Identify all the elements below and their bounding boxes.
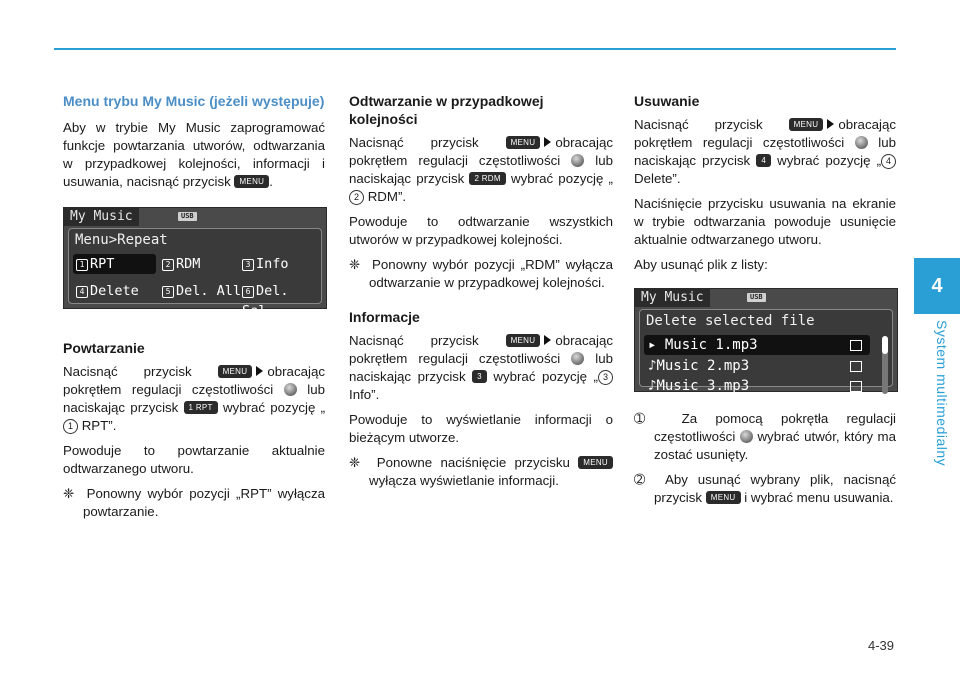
option-del-sel: [239, 281, 317, 319]
text: RDM”.: [367, 189, 407, 204]
text: lub naciskając przycisk: [634, 135, 896, 168]
menu-button-icon: MENU: [789, 118, 824, 131]
repeat-heading: Powtarzanie: [63, 340, 145, 356]
option-label: RDM: [176, 256, 201, 272]
chapter-tab: [914, 258, 960, 314]
rdm-button-icon: 2 RDM: [469, 172, 505, 185]
note-icon: ❈: [349, 257, 361, 272]
chapter-number: 4: [931, 274, 943, 297]
four-button-icon: 4: [756, 154, 771, 167]
random-note: [349, 256, 613, 292]
option-number: 3: [242, 259, 254, 271]
file-name: Music 3.mp3: [656, 378, 750, 394]
option-info: [239, 254, 289, 274]
menu-button-icon: MENU: [234, 175, 269, 188]
text: Za pomocą pokrętła regulacji częstotliwości: [654, 411, 897, 444]
text: lub naciskając przycisk: [349, 351, 613, 384]
usb-badge: USB: [747, 293, 766, 302]
text: Ponowne naciśnięcie przycisku: [376, 455, 570, 470]
option-rdm: [159, 254, 200, 274]
text: Delete”.: [634, 171, 681, 186]
file-name: Music 2.mp3: [656, 358, 750, 374]
top-rule: [54, 48, 896, 50]
repeat-menu-screen: [63, 207, 327, 319]
text: obracając pokrętłem regulacji częstotliwości: [349, 333, 613, 366]
column-3: [634, 92, 896, 514]
repeat-instructions: [63, 363, 325, 435]
option-delete: [73, 281, 139, 301]
random-instructions: [349, 134, 613, 206]
repeat-note: [63, 485, 325, 521]
option-number: 6: [242, 286, 254, 298]
text: Ponowny wybór pozycji „RPT” wyłącza powtarzanie.: [83, 486, 325, 519]
text: obracając pokrętłem regulacji częstotliwości: [63, 364, 325, 397]
text: lub naciskając przycisk: [349, 153, 613, 186]
delete-header: Delete selected file: [646, 313, 815, 329]
info-description: Powoduje to wyświetlanie informacji o bieżącym utworze.: [349, 412, 613, 445]
text: Ponowny wybór pozycji „RDM” wyłącza odtwarzanie w przypadkowej kolejności.: [369, 257, 613, 290]
rpt-button-icon: 1 RPT: [184, 401, 218, 414]
three-button-icon: 3: [472, 370, 487, 383]
delete-instructions: [634, 116, 896, 188]
option-number: 4: [76, 286, 88, 298]
tune-knob-icon: [571, 154, 584, 167]
tune-knob-icon: [571, 352, 584, 365]
text: Aby usunąć wybrany plik, nacisnąć przycisk: [654, 472, 896, 505]
option-rpt: [73, 254, 156, 274]
step-number-2: ➁: [634, 472, 646, 487]
circled-number-2: 2: [349, 190, 364, 205]
text: Nacisnąć przycisk: [63, 364, 192, 379]
checkbox-icon: [850, 340, 862, 351]
text: wybrać utwór, który ma zostać usunięty.: [654, 429, 897, 462]
circled-number-4: 4: [881, 154, 896, 169]
option-label: Del. Sel: [242, 283, 289, 319]
tune-knob-icon: [284, 383, 297, 396]
text: Nacisnąć przycisk: [349, 333, 479, 348]
delete-heading: Usuwanie: [634, 93, 700, 109]
music-note-icon: ♪: [648, 358, 657, 374]
menu-button-icon: MENU: [218, 365, 253, 378]
checkbox-icon: [850, 381, 862, 392]
scrollbar: [882, 336, 888, 394]
checkbox-icon: [850, 361, 862, 372]
file-name: Music 1.mp3: [664, 337, 758, 353]
step-1: [634, 410, 896, 464]
file-row: ▸ Music 1.mp3: [644, 335, 870, 355]
arrow-right-icon: [544, 335, 551, 345]
menu-button-icon: MENU: [506, 136, 541, 149]
text: wyłącza wyświetlanie informacji.: [369, 473, 559, 488]
option-number: 2: [162, 259, 174, 271]
random-description: Powoduje to odtwarzanie wszystkich utworów w przypadkowej kolejności.: [349, 214, 613, 247]
step-number-1: ➀: [634, 411, 646, 426]
screen-title: My Music: [635, 289, 710, 307]
option-label: Del. All: [176, 283, 242, 299]
repeat-description: Powoduje to powtarzanie aktualnie odtwarzanego utworu.: [63, 443, 325, 476]
delete-list-intro: Aby usunąć plik z listy:: [634, 257, 768, 272]
info-note: [349, 454, 613, 490]
file-panel: [639, 309, 893, 394]
tune-knob-icon: [740, 430, 753, 443]
text: wybrać pozycję „: [222, 400, 325, 415]
info-heading: Informacje: [349, 309, 420, 325]
menu-path: Menu>Repeat: [75, 232, 168, 248]
menu-button-icon: MENU: [578, 456, 613, 469]
arrow-right-icon: [827, 119, 834, 129]
text: wybrać pozycję „: [777, 153, 881, 168]
file-row: [644, 356, 870, 376]
column-1: [63, 92, 325, 528]
text: obracając pokrętłem regulacji częstotliwości: [634, 117, 896, 150]
step-2: [634, 471, 896, 507]
scroll-thumb: [882, 336, 888, 354]
usb-badge: USB: [178, 212, 197, 221]
delete-description: Naciśnięcie przycisku usuwania na ekranie w trybie odtwarzania powoduje usunięcie aktualnie odtwarzanego utworu.: [634, 196, 896, 247]
file-row: [644, 376, 870, 396]
option-label: Info: [256, 256, 289, 272]
music-note-icon: ♪: [648, 378, 657, 394]
option-del-all: [159, 281, 241, 301]
text: RPT”.: [81, 418, 117, 433]
text: Nacisnąć przycisk: [349, 135, 479, 150]
text: Info”.: [349, 387, 380, 402]
option-label: Delete: [90, 283, 139, 299]
tune-knob-icon: [855, 136, 868, 149]
text: lub naciskając przycisk: [63, 382, 325, 415]
info-instructions: [349, 332, 613, 404]
menu-button-icon: MENU: [506, 334, 541, 347]
delete-file-screen: [634, 288, 898, 392]
menu-button-icon: MENU: [706, 491, 741, 504]
intro-text: Aby w trybie My Music zaprogramować funkcje powtarzania utworów, odtwarzania w przypadkowej kolejności, informacji i usuwania, nacisnąć przycisk: [63, 120, 325, 189]
screen-title: My Music: [64, 208, 139, 226]
option-number: 5: [162, 286, 174, 298]
section-heading: Menu trybu My Music (jeżeli występuje): [63, 93, 325, 109]
text: i wybrać menu usuwania.: [744, 490, 894, 505]
random-heading: Odtwarzanie w przypadkowej kolejności: [349, 93, 544, 127]
arrow-right-icon: [544, 137, 551, 147]
text: wybrać pozycję „: [493, 369, 598, 384]
option-label: RPT: [90, 256, 115, 272]
text: Nacisnąć przycisk: [634, 117, 763, 132]
column-2: [349, 92, 613, 497]
circled-number-1: 1: [63, 419, 78, 434]
chapter-title: System multimedialny: [934, 320, 950, 467]
circled-number-3: 3: [598, 370, 613, 385]
note-icon: ❈: [349, 455, 361, 470]
page-number: 4-39: [867, 638, 894, 653]
text: wybrać pozycję „: [511, 171, 613, 186]
menu-panel: [68, 228, 322, 319]
text: obracając pokrętłem regulacji częstotliwości: [349, 135, 613, 168]
note-icon: ❈: [63, 486, 75, 501]
intro-paragraph: Aby w trybie My Music zaprogramować funkcje powtarzania utworów, odtwarzania w przypadkowej kolejności, informacji i usuwania, nacisnąć przycisk MENU .: [63, 120, 325, 189]
option-number: 1: [76, 259, 88, 271]
arrow-right-icon: [256, 366, 263, 376]
